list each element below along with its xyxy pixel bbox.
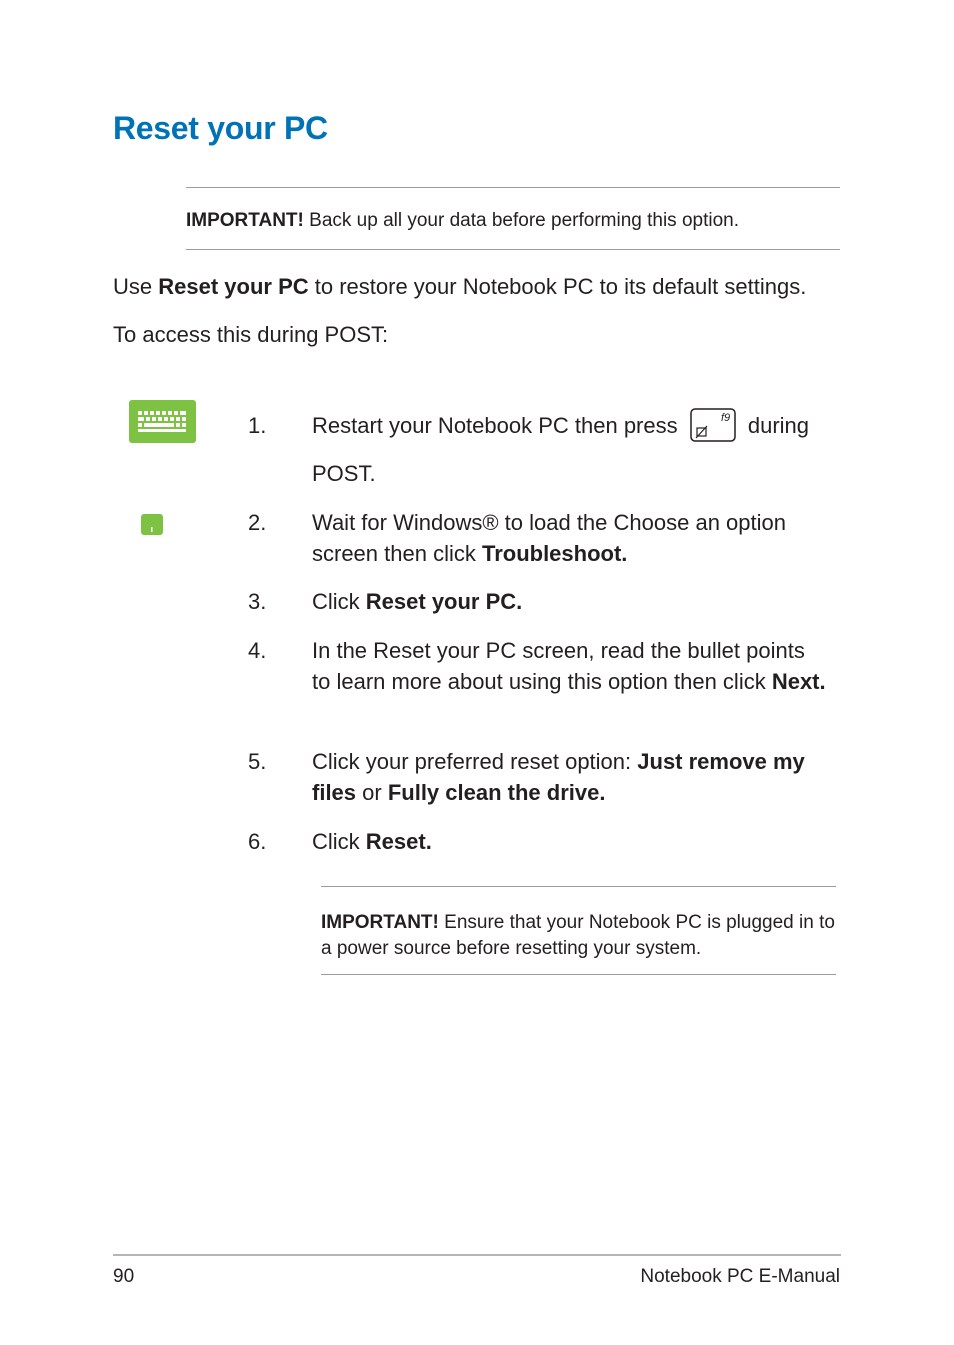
step-5-mid: or: [356, 780, 388, 805]
step-number: 3.: [248, 589, 267, 614]
note-bottom-rule: [186, 249, 840, 250]
step-number: 5.: [248, 749, 267, 774]
important-note-power: [321, 910, 841, 962]
step-number: 2.: [248, 510, 267, 535]
note2-bottom-rule: [321, 974, 836, 975]
important-text: Back up all your data before performing this option.: [309, 210, 739, 231]
important-label: IMPORTANT!: [321, 912, 439, 933]
step-number: 1.: [248, 413, 267, 438]
step-text: [312, 635, 827, 697]
intro-paragraph: [113, 272, 806, 302]
intro-suffix: to restore your Notebook PC to its default settings.: [308, 274, 807, 299]
note-top-rule: [186, 187, 840, 188]
step-6-bold: Reset.: [365, 829, 432, 854]
touchscreen-icon: [141, 514, 163, 535]
f9-key-icon: [690, 408, 736, 442]
step-4-bold: Next.: [771, 669, 826, 694]
important-text: Ensure that your Notebook PC is plugged in to a power source before resetting your system.: [321, 912, 835, 959]
step-text: [312, 746, 827, 808]
step-2-bold: Troubleshoot.: [481, 541, 628, 566]
important-note-backup: [186, 208, 840, 234]
page-number: 90: [113, 1266, 135, 1287]
important-label: IMPORTANT!: [186, 210, 304, 231]
intro-prefix: Use: [113, 274, 159, 299]
step-text: [312, 410, 842, 489]
step-1-text-a: Restart your Notebook PC then press: [312, 413, 678, 438]
step-1-text-b: during: [747, 413, 810, 438]
step-1-text-c: POST.: [312, 461, 376, 487]
step-6-text: Click: [312, 829, 366, 854]
step-2-text: Wait for Windows® to load the Choose an option screen then click: [312, 510, 786, 566]
step-5-text: Click your preferred reset option:: [312, 749, 638, 774]
step-text: [312, 586, 832, 617]
step-3-bold: Reset your PC.: [365, 589, 523, 614]
f9-key-label: f9: [720, 412, 730, 425]
keyboard-icon: [129, 400, 196, 443]
step-4-text: In the Reset your PC screen, read the bullet points to learn more about using this option then click: [312, 638, 805, 694]
step-5-bold: Just remove my files: [312, 749, 805, 805]
page-title: Reset your PC: [113, 110, 328, 146]
step-text: [312, 507, 812, 569]
step-5-bold2: Fully clean the drive.: [387, 780, 606, 805]
footer-rule: [113, 1254, 841, 1256]
access-paragraph: To access this during POST:: [113, 322, 389, 347]
step-3-text: Click: [312, 589, 366, 614]
step-text: [312, 826, 832, 857]
manual-title: Notebook PC E-Manual: [640, 1266, 840, 1287]
intro-bold: Reset your PC: [158, 274, 309, 299]
note2-top-rule: [321, 886, 836, 887]
step-number: 6.: [248, 829, 267, 854]
step-number: 4.: [248, 638, 267, 663]
